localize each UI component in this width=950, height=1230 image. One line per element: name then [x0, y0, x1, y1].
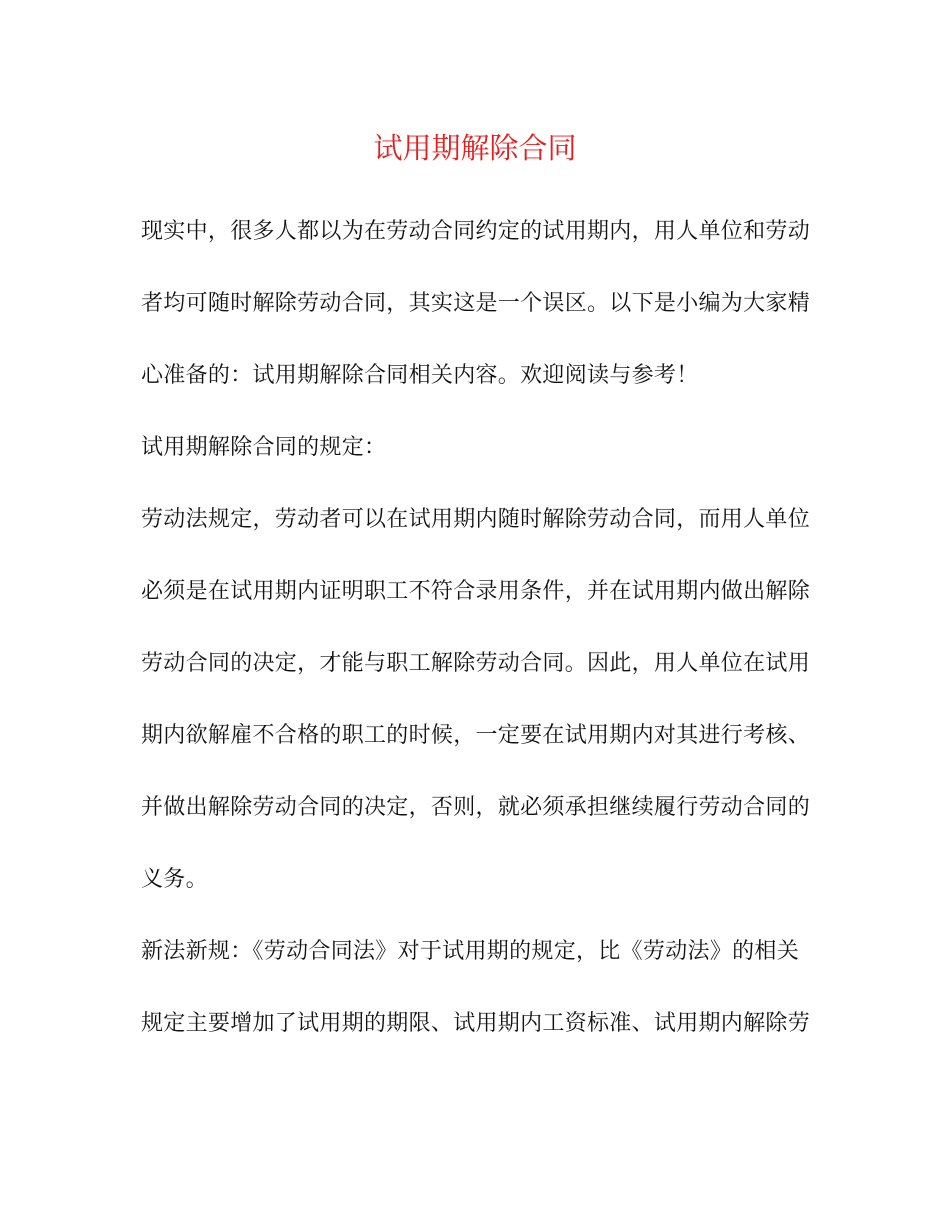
body-line: 现实中，很多人都以为在劳动合同约定的试用期内，用人单位和劳动	[141, 219, 811, 244]
body-line: 必须是在试用期内证明职工不符合录用条件，并在试用期内做出解除	[141, 579, 811, 604]
body-line: 劳动合同的决定，才能与职工解除劳动合同。因此，用人单位在试用	[141, 651, 811, 676]
document-title: 试用期解除合同	[373, 131, 577, 165]
body-line: 新法新规：《劳动合同法》对于试用期的规定，比《劳动法》的相关	[141, 939, 800, 964]
document-body	[141, 208, 811, 1072]
section-heading: 试用期解除合同的规定：	[141, 435, 387, 460]
body-line: 者均可随时解除劳动合同，其实这是一个误区。以下是小编为大家精	[141, 291, 811, 316]
body-line: 期内欲解雇不合格的职工的时候，一定要在试用期内对其进行考核、	[141, 723, 811, 748]
body-line: 劳动法规定，劳动者可以在试用期内随时解除劳动合同，而用人单位	[141, 507, 811, 532]
body-line: 义务。	[141, 867, 208, 892]
body-line: 并做出解除劳动合同的决定，否则，就必须承担继续履行劳动合同的	[141, 795, 811, 820]
body-line: 规定主要增加了试用期的期限、试用期内工资标准、试用期内解除劳	[141, 1011, 811, 1036]
body-line: 心准备的：试用期解除合同相关内容。欢迎阅读与参考！	[141, 363, 699, 388]
